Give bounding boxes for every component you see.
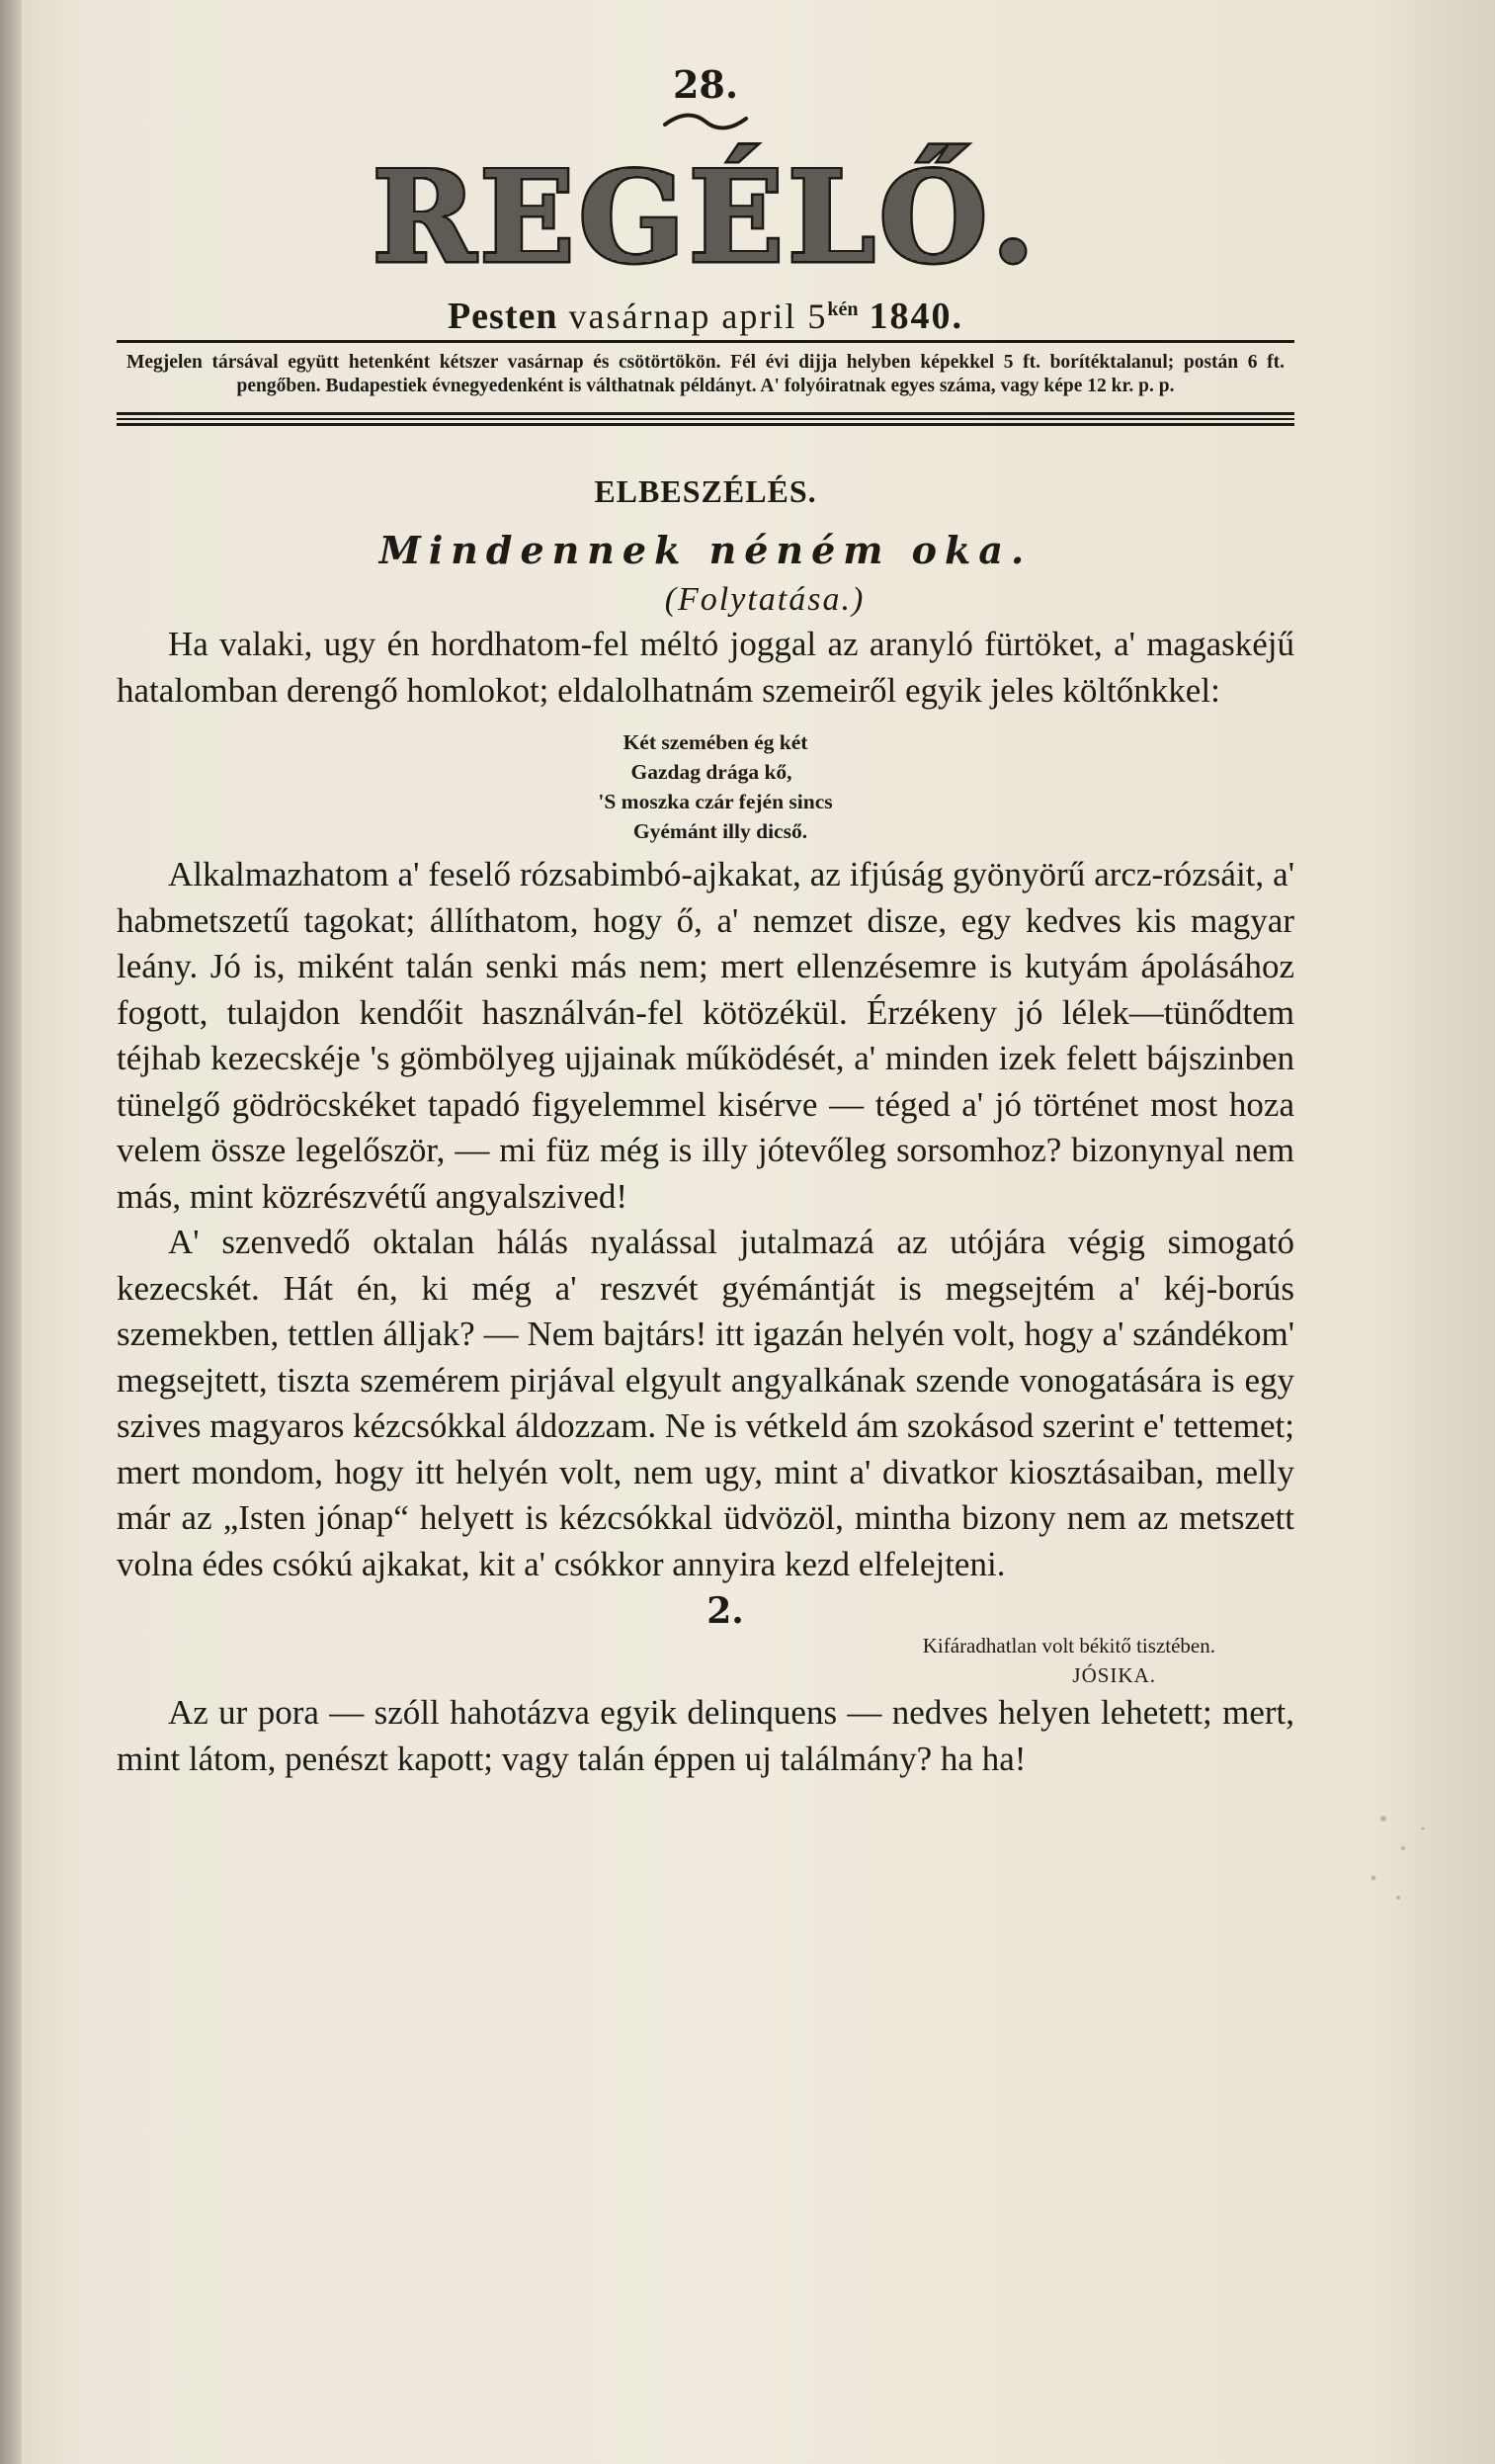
signature-block [117, 1631, 1215, 1690]
dateline-text: vasárnap april 5 [568, 297, 828, 336]
page-number: 28. [672, 62, 739, 107]
masthead-logo [330, 138, 1081, 277]
double-rule [117, 412, 1294, 426]
binding-edge [0, 0, 22, 2464]
signature-line: Kifáradhatlan volt békitő tisztében. [922, 1634, 1215, 1657]
continuation-label: (Folytatása.) [664, 581, 866, 618]
dateline-year: 1840. [869, 296, 964, 337]
header-rule [117, 340, 1294, 343]
paper-stain [1344, 1779, 1462, 1937]
paragraph-1: Ha valaki, ugy én hordhatom-fel méltó joggal az aranyló fürtöket, a' magaskéjű hatalomban derengő homlokot; eldalolhatnám szemeiről egyik jeles költőnkkel: [117, 625, 1294, 710]
poem-line: Gazdag drága kő, [630, 760, 792, 784]
subscription-notice: Megjelen társával együtt hetenként kétszer vasárnap és csötörtökön. Fél évi dijja helyben képekkel 5 ft. borítéktalanul; postán 6 ft. pengőben. Budapestiek évnegyedenként is válthatnak példányt. A' folyóiratnak egyes száma, vagy képe 12 kr. p. p. [126, 352, 1285, 396]
signature-author: JÓSIKA. [1072, 1663, 1156, 1687]
chapter-number: 2. [706, 1590, 744, 1632]
paragraph-2: Alkalmazhatom a' feselő rózsabimbó-ajkakat, az ifjúság gyönyörű arcz-rózsáit, a' habmetszetű tagokat; állíthatom, hogy ő, a' nemzet disze, egy kedves kis magyar leány. Jó is, miként talán senki más nem; mert ellenzésemre is kutyám ápolásához fogott, tulajdon kendőit használván-fel kötözékül. Érzékeny jó lélek—tünődtem téjhab kezecskéje 's gömbölyeg ujjainak működését, a' minden izek felett bájszinben tünelgő gödröcskéket tapadó figyelemmel kisérve — téged a' jó történet most hoza velem össze legelőször, — mi füz még is illy jótevőleg sorsomhoz? bizonynyal nem más, mint közrészvétű angyalszived! [117, 855, 1294, 1216]
text-column [117, 59, 1294, 1782]
story-title: Mindennek néném oka. [378, 528, 1033, 572]
poem-quote [117, 727, 1294, 846]
dateline-suffix: kén [827, 298, 859, 320]
poem-line: 'S moszka czár fején sincs [598, 790, 833, 813]
poem-line: Gyémánt illy dicső. [632, 819, 808, 843]
dateline-city: Pesten [447, 296, 558, 337]
paragraph-3: A' szenvedő oktalan hálás nyalással jutalmazá az utójára végig simogató kezecskét. Hát én, ki még a' reszvét gyémántját is megsejtém a' kéj-borús szemekben, tettlen álljak? — Nem bajtárs! itt igazán helyén volt, hogy a' szándékom' megsejtett, tiszta szemérem pirjával elgyult angyalkának szende vonogatására is egy szives magyaros kézcsókkal áldozzam. Ne is vétkeld ám szokásod szerint e' tettemet; mert mondom, hogy itt helyén volt, nem ugy, mint a' divatkor kiosztásaiban, melly már az „Isten jónap“ helyett is kézcsókkal üdvözöl, mintha bizony nem az metszett volna édes csókú ajkakat, kit a' csókkor annyira kezd elfelejteni. [117, 1223, 1294, 1583]
paragraph-4: Az ur pora — szóll hahotázva egyik delinquens — nedves helyen lehetett; mert, mint látom, penészt kapott; vagy talán éppen uj találmány? ha ha! [117, 1693, 1294, 1778]
section-title: ELBESZÉLÉS. [594, 473, 817, 509]
poem-line: Két szemében ég két [623, 730, 808, 754]
masthead-title: REGÉLŐ. [372, 144, 1039, 277]
dateline [117, 285, 1294, 337]
tilde-ornament [661, 111, 750, 132]
